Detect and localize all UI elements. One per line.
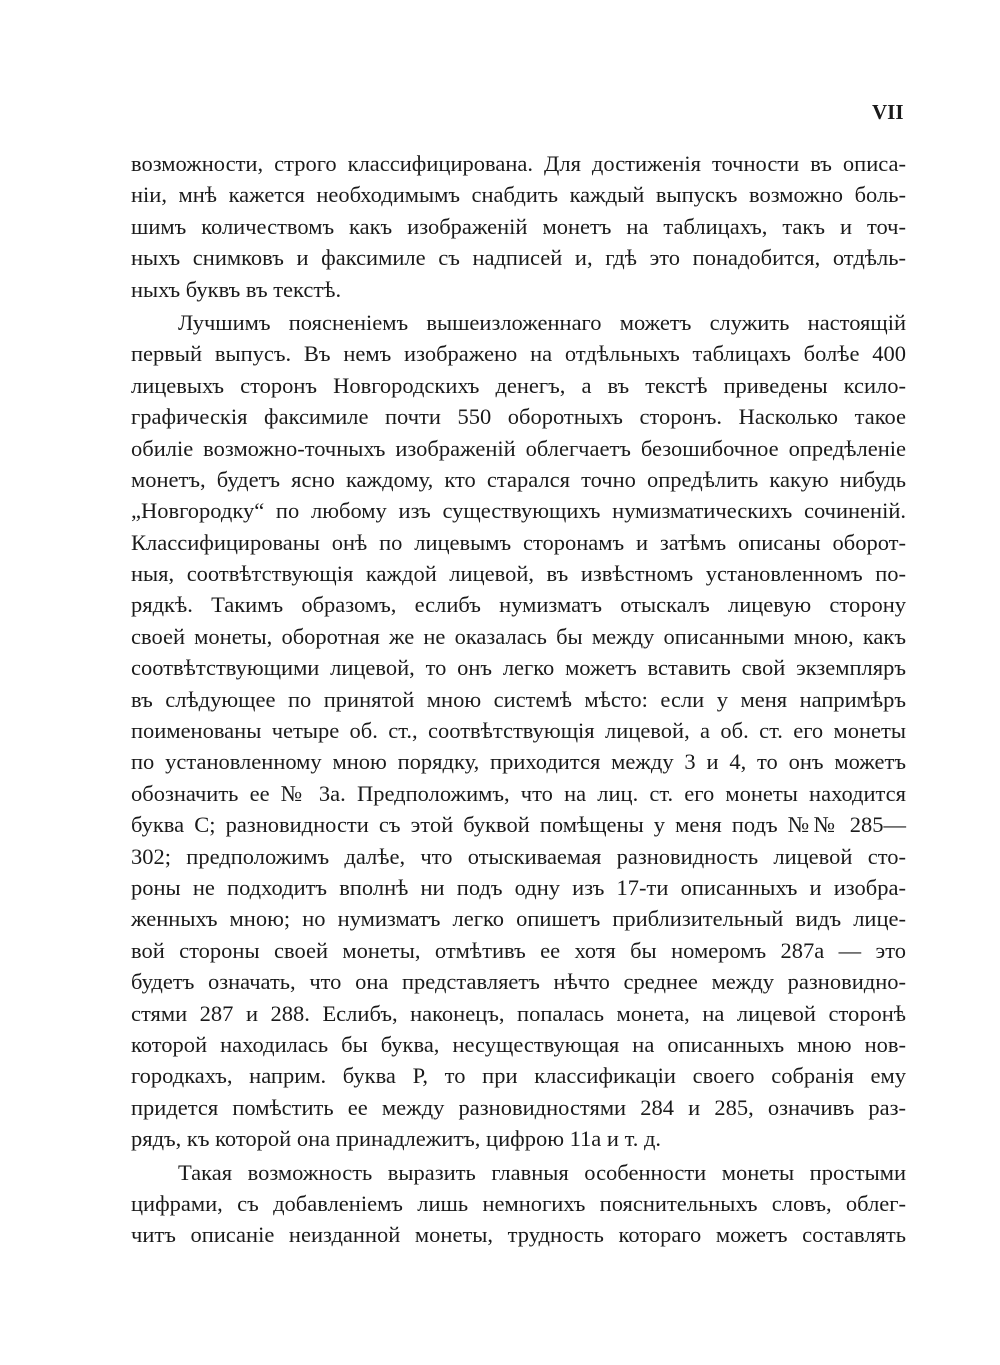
- text-line: лицевыхъ сторонъ Новгородскихъ денегъ, а въ текстѣ приведены ксило-: [131, 372, 906, 398]
- text-line: рядъ, къ которой она принадлежитъ, цифрою 11а и т. д.: [131, 1126, 662, 1152]
- text-line: ныхъ снимковъ и факсимиле съ надписей и, гдѣ это понадобится, отдѣль-: [131, 245, 906, 271]
- text-line: вой стороны своей монеты, отмѣтивъ ее хотя бы номеромъ 287а — это: [131, 937, 906, 963]
- text-line: въ слѣдующее по принятой мною системѣ мѣсто: если у меня напримѣръ: [131, 686, 906, 712]
- text-line: ныя, соотвѣтствующія каждой лицевой, въ извѣстномъ установленномъ по-: [131, 561, 906, 587]
- text-line: Такая возможность выразить главныя особенности монеты простыми: [178, 1159, 906, 1185]
- text-line: Лучшимъ поясненіемъ вышеизложеннаго можетъ служить настоящій: [178, 309, 906, 335]
- text-line: первый выпусъ. Въ немъ изображено на отдѣльныхъ таблицахъ болѣе 400: [131, 341, 906, 367]
- paragraph: [131, 1157, 906, 1251]
- text-line: роны не подходитъ вполнѣ ни подъ одну изъ 17-ти описанныхъ и изобра-: [131, 874, 906, 900]
- text-line: придется помѣстить ее между разновидностями 284 и 285, означивъ раз-: [131, 1094, 906, 1120]
- text-line: обиліе возможно-точныхъ изображеній облегчаетъ безошибочное опредѣленіе: [131, 435, 906, 461]
- text-line: „Новгородку“ по любому изъ существующихъ нумизматическихъ сочиненій.: [131, 498, 906, 524]
- text-line: по установленному мною порядку, приходится между 3 и 4, то онъ можетъ: [131, 749, 906, 775]
- text-line: монетъ, будетъ ясно каждому, кто старался точно опредѣлить какую нибудь: [131, 466, 906, 492]
- text-line: возможности, строго классифицирована. Для достиженія точности въ описа-: [131, 151, 906, 176]
- text-line: ніи, мнѣ кажется необходимымъ снабдить каждый выпускъ возможно боль-: [131, 182, 906, 208]
- page-number: VII: [872, 100, 904, 124]
- text-line: Классифицированы онѣ по лицевымъ сторонамъ и затѣмъ описаны оборот-: [131, 529, 906, 555]
- text-line: городкахъ, наприм. буква Р, то при классификаціи своего собранія ему: [131, 1063, 906, 1089]
- text-line: ныхъ буквъ въ текстѣ.: [131, 276, 342, 302]
- text-line: цифрами, съ добавленіемъ лишь немногихъ пояснительныхъ словъ, облег-: [131, 1190, 906, 1216]
- text-line: которой находилась бы буква, несуществующая на описанныхъ мною нов-: [131, 1031, 906, 1057]
- text-line: графическія факсимиле почти 550 оборотныхъ сторонъ. Насколько такое: [131, 404, 906, 430]
- text-line: буква С; разновидности съ этой буквой помѣщены у меня подъ №№ 285—: [131, 812, 906, 838]
- text-line: поименованы четыре об. ст., соотвѣтствующія лицевой, а об. ст. его монеты: [131, 718, 906, 744]
- text-line: стями 287 и 288. Еслибъ, наконецъ, попалась монета, на лицевой сторонѣ: [131, 1000, 906, 1026]
- text-line: женныхъ мною; но нумизматъ легко опишетъ приблизительный видъ лице-: [131, 906, 906, 932]
- text-line: своей монеты, оборотная же не оказалась бы между описанными мною, какъ: [131, 623, 906, 649]
- paragraph: [131, 148, 906, 305]
- text-line: шимъ количествомъ какъ изображеній монетъ на таблицахъ, такъ и точ-: [131, 213, 906, 239]
- body-text: [131, 148, 906, 1253]
- paragraph: [131, 307, 906, 1155]
- text-line: обозначить ее № 3а. Предположимъ, что на лиц. ст. его монеты находится: [131, 780, 906, 806]
- text-line: 302; предположимъ далѣе, что отыскиваемая разновидность лицевой сто-: [131, 843, 906, 869]
- text-line: читъ описаніе неизданной монеты, трудность котораго можетъ составлять: [131, 1222, 906, 1248]
- text-line: соотвѣтствующими лицевой, то онъ легко можетъ вставить свой экземпляръ: [131, 655, 906, 681]
- text-line: рядкѣ. Такимъ образомъ, еслибъ нумизматъ отыскалъ лицевую сторону: [131, 592, 906, 618]
- text-line: будетъ означать, что она представляетъ нѣчто среднее между разновидно-: [131, 969, 906, 995]
